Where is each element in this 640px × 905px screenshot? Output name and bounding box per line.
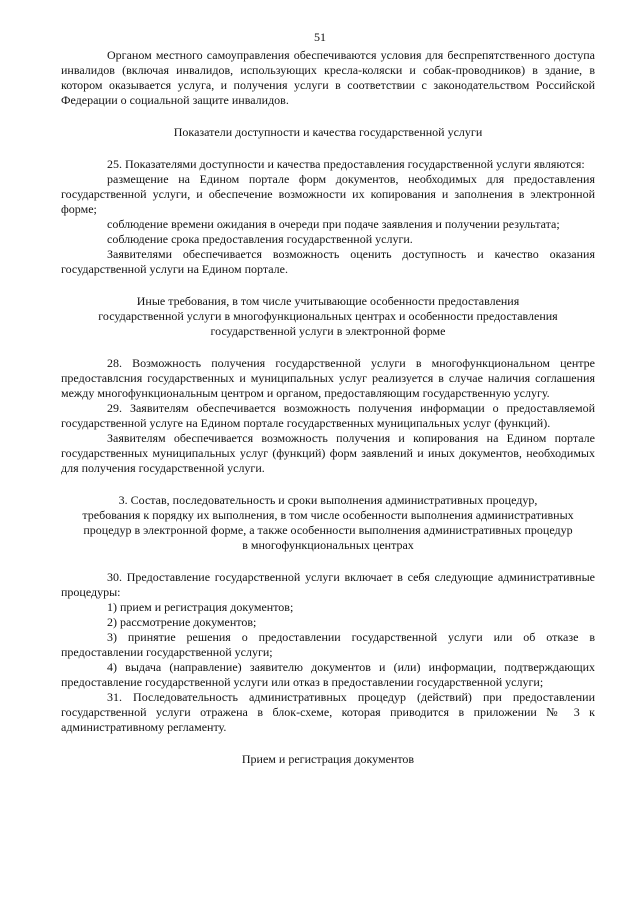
list-item-3: 3) принятие решения о предоставлении государственной услуги или об отказе в предоставлении государственной услуги; [61, 630, 595, 659]
paragraph-30: 30. Предоставление государственной услуги включает в себя следующие административные процедуры: [61, 570, 595, 599]
paragraph-31: 31. Последовательность административных процедур (действий) при предоставлении государственной услуги отражена в блок-схеме, которая приводится в приложении № 3 к административному регламенту. [61, 690, 595, 734]
document-body [61, 48, 595, 767]
heading-line: процедур в электронной форме, а также особенности выполнения административных процедур [83, 523, 573, 537]
section-heading-3 [61, 493, 595, 553]
paragraph-quality-assessment: Заявителями обеспечивается возможность оценить доступность и качество оказания государственной услуги на Едином портале. [61, 247, 595, 276]
heading-line: Иные требования, в том числе учитывающие особенности предоставления [136, 294, 520, 308]
heading-line: в многофункциональных центрах [242, 538, 414, 552]
paragraph-service-term: соблюдение срока предоставления государственной услуги. [107, 232, 413, 246]
paragraph-forms-copy: Заявителям обеспечивается возможность получения и копирования на Едином портале государственных муниципальных услуг (функций) форм заявлений и иных документов, необходимых для получения государственной услуги. [61, 431, 595, 475]
paragraph-29: 29. Заявителям обеспечивается возможность получения информации о предоставляемой государственной услуге на Едином портале государственных муниципальных услуг (функций). [61, 401, 595, 430]
paragraph-25: 25. Показателями доступности и качества предоставления государственной услуги являются: [107, 157, 585, 171]
intro-paragraph: Органом местного самоуправления обеспечиваются условия для беспрепятственного доступа инвалидов (включая инвалидов, использующих кресла-коляски и собак-проводников) в здание, в котором оказывается услуга, и получения услуги в соответствии с законодательством Российской Федерации о социальной защите инвалидов. [61, 48, 595, 107]
paragraph-wait-time: соблюдение времени ожидания в очереди при подаче заявления и получении результата; [107, 217, 560, 231]
page-number: 51 [314, 30, 326, 44]
heading-line: требования к порядку их выполнения, в том числе особенности выполнения административных [82, 508, 574, 522]
list-item-2: 2) рассмотрение документов; [107, 615, 257, 629]
section-heading-other-requirements [61, 294, 595, 339]
paragraph-28: 28. Возможность получения государственной услуги в многофункциональном центре предоставлсния государственных и муниципальных услуг реализуется в случае наличия соглашения между многофункциональным центром и органом, предоставляющим государственную услугу. [61, 356, 595, 400]
paragraph-portal-forms: размещение на Едином портале форм документов, необходимых для предоставления государственной услуги, и обеспечение возможности их копирования и заполнения в электронной форме; [61, 172, 595, 216]
section-heading-quality: Показатели доступности и качества государственной услуги [173, 125, 483, 139]
subsection-heading-reception: Прием и регистрация документов [241, 752, 415, 766]
heading-line: государственной услуги в многофункциональных центрах и особенности предоставления [98, 309, 558, 323]
heading-line: государственной услуги в электронной форме [210, 324, 446, 338]
list-item-1: 1) прием и регистрация документов; [107, 600, 294, 614]
heading-line: 3. Состав, последовательность и сроки выполнения административных процедур, [118, 493, 538, 507]
list-item-4: 4) выдача (направление) заявителю документов и (или) информации, подтверждающих предоставление государственной услуги или отказ в предоставлении государственной услуги; [61, 660, 595, 689]
